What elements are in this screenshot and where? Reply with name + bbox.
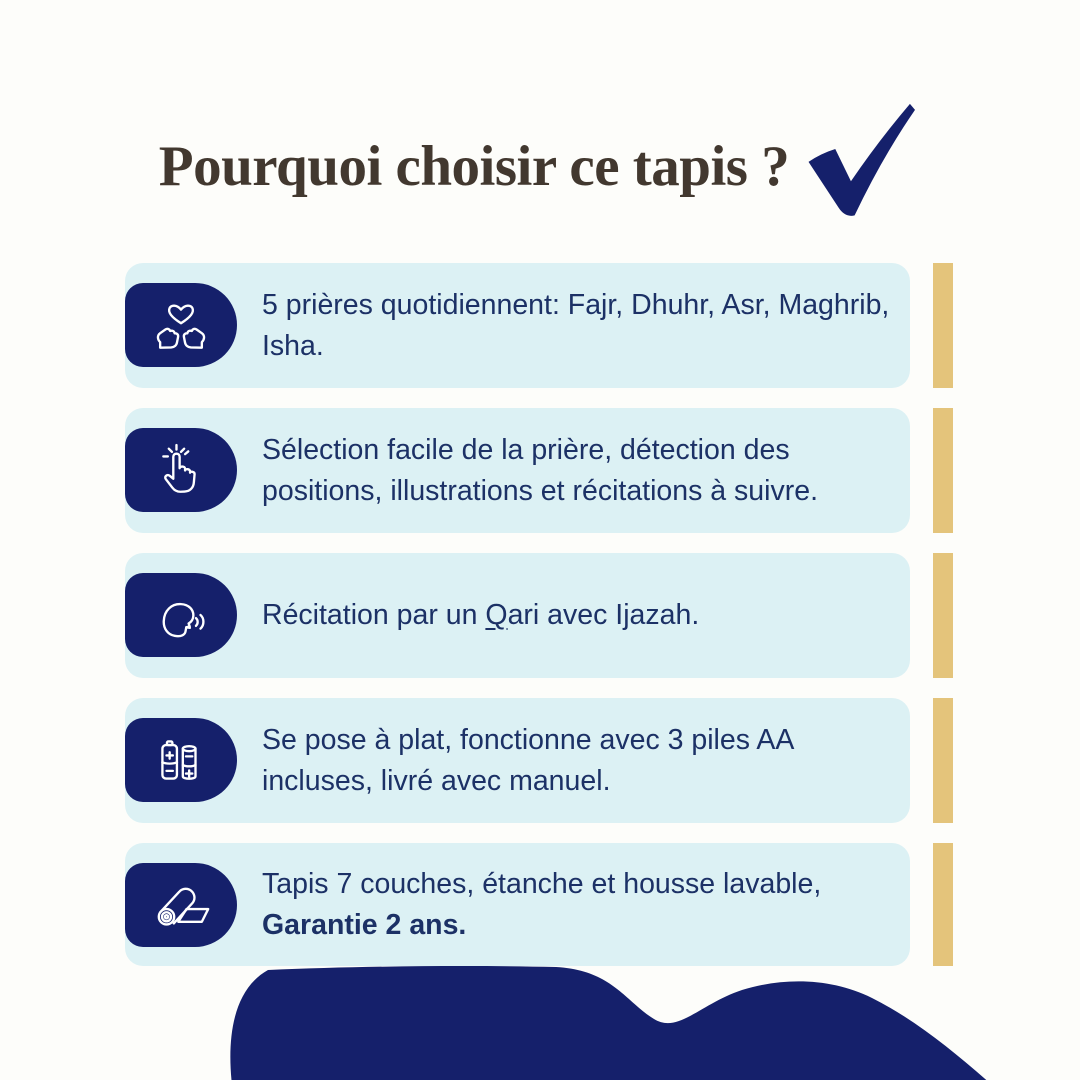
hands-holding-heart-icon — [152, 296, 210, 354]
accent-bar — [933, 698, 953, 823]
feature-text: Sélection facile de la prière, détection des positions, illustrations et récitations à suivre. — [262, 433, 819, 507]
feature-card-recitation — [125, 553, 910, 678]
accent-bar — [933, 263, 953, 388]
underlined-letter: Q — [485, 599, 508, 631]
recitation-speaking-icon — [152, 586, 210, 644]
icon-badge — [125, 863, 237, 947]
feature-text: Tapis 7 couches, étanche et housse lavable, Garantie 2 ans. — [262, 864, 821, 946]
accent-bar — [933, 408, 953, 533]
icon-badge — [125, 573, 237, 657]
feature-card-batteries — [125, 698, 910, 823]
batteries-icon — [152, 731, 210, 789]
page-title: Pourquoi choisir ce tapis ? — [158, 135, 790, 198]
header — [0, 96, 1080, 246]
checkmark-icon — [803, 96, 921, 226]
feature-card-selection — [125, 408, 910, 533]
tap-select-icon — [152, 441, 210, 499]
icon-badge — [125, 428, 237, 512]
accent-bar — [933, 843, 953, 966]
bottom-wave-shape — [0, 950, 1080, 1080]
icon-badge — [125, 283, 237, 367]
feature-text: Récitation par un Qari avec Ijazah. — [262, 599, 700, 631]
feature-card-warranty — [125, 843, 910, 966]
feature-text: 5 prières quotidiennent: Fajr, Dhuhr, Asr, Maghrib, Isha. — [262, 288, 890, 362]
rolled-mat-icon — [152, 876, 210, 934]
icon-badge — [125, 718, 237, 802]
feature-text: Se pose à plat, fonctionne avec 3 piles AA incluses, livré avec manuel. — [262, 723, 793, 797]
warranty-highlight: Garantie 2 ans. — [262, 908, 467, 941]
feature-card-prayers — [125, 263, 910, 388]
accent-bar — [933, 553, 953, 678]
